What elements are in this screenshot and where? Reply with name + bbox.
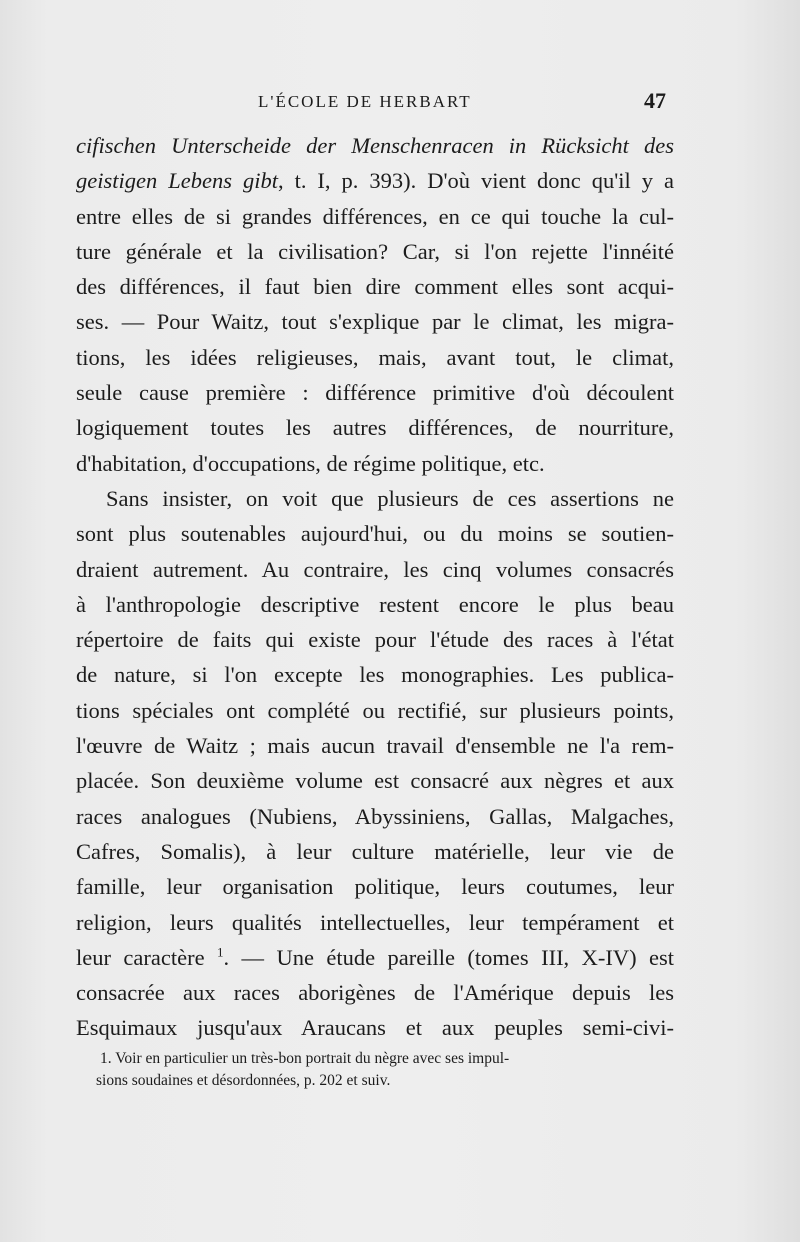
text-line: tions spéciales ont complété ou rectifié, sur plusieurs points, [76, 697, 674, 723]
text-line: ture générale et la civilisation? Car, si l'on rejette l'innéité [76, 238, 674, 264]
paragraph-2 [76, 481, 674, 1046]
text-fragment: leur caractère [76, 944, 217, 970]
text-line: consacrée aux races aborigènes de l'Amérique depuis les [76, 980, 674, 1006]
footnote [96, 1048, 700, 1092]
text-line: seule cause première : différence primitive d'où découlent [76, 380, 674, 406]
footnote-line: 1. Voir en particulier un très-bon portrait du nègre avec ses impul- [100, 1050, 510, 1067]
text-line: Cafres, Somalis), à leur culture matérielle, leur vie de [76, 838, 674, 864]
text-line: des différences, il faut bien dire comment elles sont acqui- [76, 274, 674, 300]
text-line: répertoire de faits qui existe pour l'étude des races à l'état [76, 627, 674, 653]
page-header [0, 88, 800, 118]
footnote-marker: 1 [217, 944, 224, 960]
text-line: Esquimaux jusqu'aux Araucans et aux peuples semi-civi- [76, 1015, 674, 1041]
body-text [76, 128, 674, 1046]
text-line: ses. — Pour Waitz, tout s'explique par le climat, les migra- [76, 309, 674, 335]
text-fragment: . — Une étude pareille (tomes III, X-IV) est [223, 944, 675, 970]
text-line: logiquement toutes les autres différences, de nourriture, [76, 415, 674, 441]
text-line: sont plus soutenables aujourd'hui, ou du moins se soutien- [76, 521, 674, 547]
text-line [76, 163, 674, 198]
text-line: à l'anthropologie descriptive restent encore le plus beau [76, 591, 674, 617]
text-line: draient autrement. Au contraire, les cinq volumes consacrés [76, 556, 674, 582]
text-line [76, 940, 674, 975]
text-line: l'œuvre de Waitz ; mais aucun travail d'ensemble ne l'a rem- [76, 733, 674, 759]
text-line: de nature, si l'on excepte les monographies. Les publica- [76, 662, 674, 688]
footnote-line: sions soudaines et désordonnées, p. 202 et suiv. [96, 1072, 391, 1089]
text-line: entre elles de si grandes différences, en ce qui touche la cul- [76, 203, 674, 229]
paragraph-1 [76, 128, 674, 481]
running-title: L'ÉCOLE DE HERBART [258, 92, 472, 111]
text-line: tions, les idées religieuses, mais, avant tout, le climat, [76, 344, 674, 370]
text-line: Sans insister, on voit que plusieurs de ces assertions ne [106, 485, 674, 511]
italic-title: cifischen Unterscheide der Menschenracen in Rücksicht des [76, 133, 674, 158]
text-line: religion, leurs qualités intellectuelles, leur tempérament et [76, 909, 674, 935]
text-line [76, 128, 674, 163]
text-line: placée. Son deuxième volume est consacré aux nègres et aux [76, 768, 674, 794]
text-line: races analogues (Nubiens, Abyssiniens, Gallas, Malgaches, [76, 803, 674, 829]
page-number: 47 [644, 88, 666, 113]
text-fragment: , t. I, p. 393). D'où vient donc qu'il y a [277, 168, 674, 194]
text-line: famille, leur organisation politique, leurs coutumes, leur [76, 874, 674, 900]
text-line: d'habitation, d'occupations, de régime politique, etc. [76, 450, 545, 476]
italic-title: geistigen Lebens gibt [76, 168, 278, 194]
